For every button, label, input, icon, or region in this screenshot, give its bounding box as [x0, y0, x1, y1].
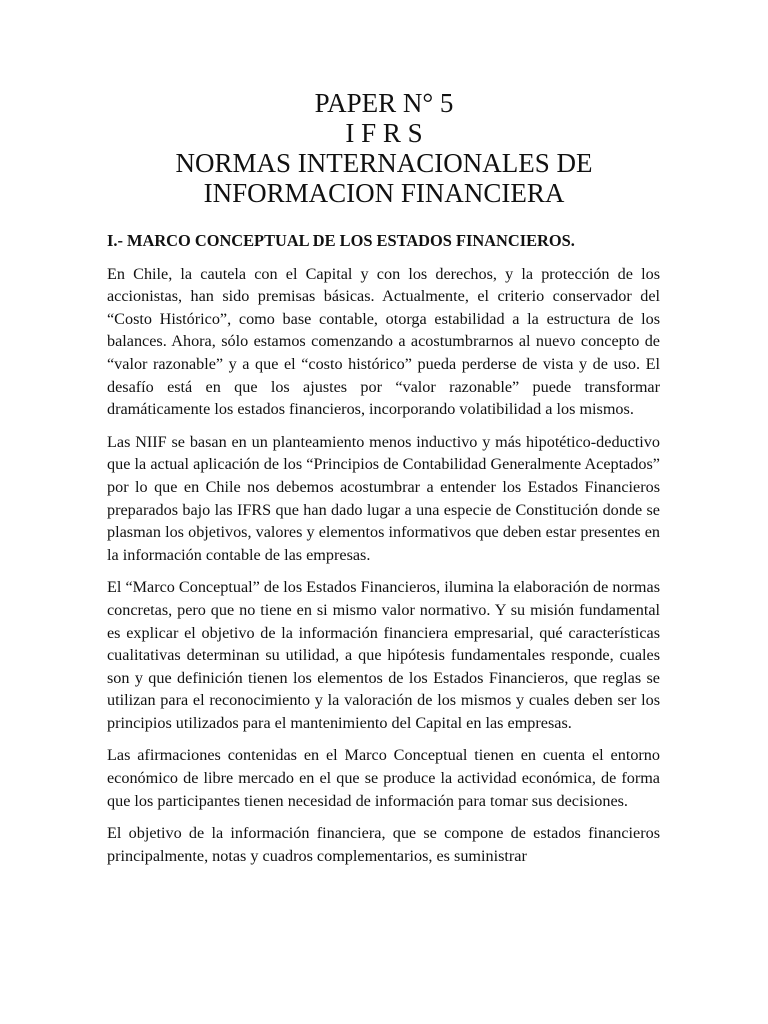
title-line-paper-number: PAPER N° 5 — [314, 88, 454, 118]
paragraph-5: El objetivo de la información financiera, que se compone de estados financieros principalmente, notas y cuadros complementarios, es suministrar — [107, 824, 660, 865]
paragraph-1: En Chile, la cautela con el Capital y con los derechos, y la protección de los accionistas, han sido premisas básicas. Actualmente, el criterio conservador del “Costo Histórico”, como base contable, otorga estabilidad a la estructura de los balances. Ahora, sólo estamos comenzando a acostumbrarnos al nuevo concepto de “valor razonable” y a que el “costo histórico” pueda perderse de vista y de uso. El desafío está en que los ajustes por “valor razonable” puede transformar dramáticamente los estados financieros, incorporando volatibilidad a los mismos. — [107, 264, 660, 419]
paragraph-3: El “Marco Conceptual” de los Estados Financieros, ilumina la elaboración de normas concretas, pero que no tiene en si mismo valor normativo. Y su misión fundamental es explicar el objetivo de la información financiera empresarial, qué características cualitativas determinan su utilidad, a que hipótesis fundamentales responde, cuales son y que definición tienen los elementos de los Estados Financieros, que reglas se utilizan para el reconocimiento y la valoración de los mismos y cuales deben ser los principios utilizados para el mantenimiento del Capital en las empresas. — [107, 578, 660, 732]
title-line-ifrs: I F R S — [345, 118, 423, 148]
paragraph-4: Las afirmaciones contenidas en el Marco Conceptual tienen en cuenta el entorno económico de libre mercado en el que se produce la actividad económica, de forma que los participantes tienen necesidad de información para tomar sus decisiones. — [107, 746, 660, 810]
document-body — [107, 230, 660, 877]
document-title — [0, 88, 768, 208]
paragraph-2: Las NIIF se basan en un planteamiento menos inductivo y más hipotético-deductivo que la actual aplicación de los “Principios de Contabilidad Generalmente Aceptados” por lo que en Chile nos debemos acostumbrar a entender los Estados Financieros preparados bajo las IFRS que han dado lugar a una especie de Constitución donde se plasman los objetivos, valores y elementos informativos que deben estar presentes en la información contable de las empresas. — [107, 432, 660, 564]
title-line-normas: NORMAS INTERNACIONALES DE — [175, 148, 593, 178]
title-line-informacion: INFORMACION FINANCIERA — [203, 178, 565, 208]
section-heading: I.- MARCO CONCEPTUAL DE LOS ESTADOS FINANCIEROS. — [107, 231, 575, 250]
